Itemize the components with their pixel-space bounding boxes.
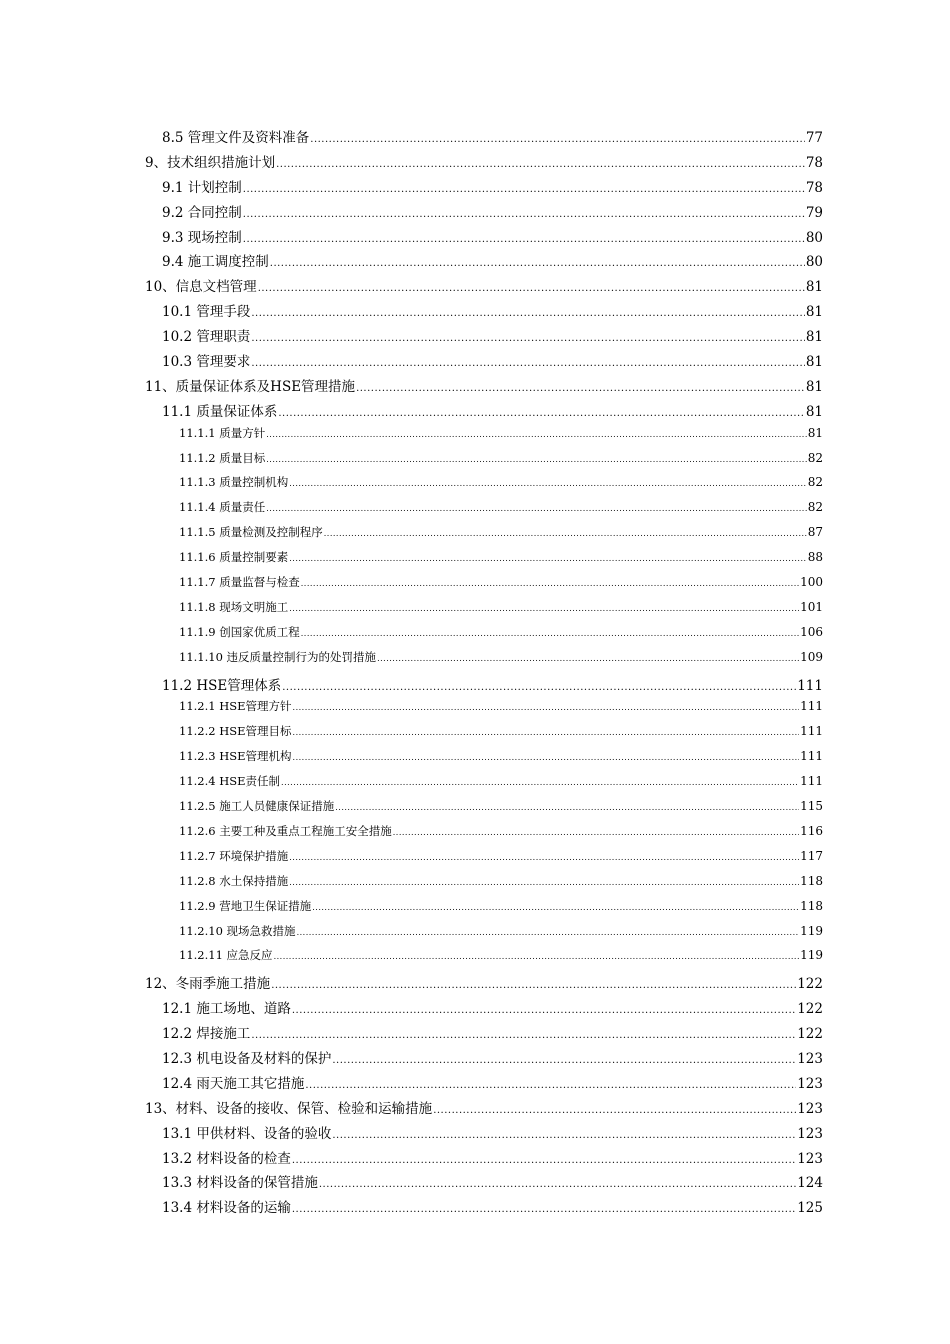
toc-entry-title: 11.2.7 环境保护措施 <box>179 848 289 863</box>
toc-entry[interactable] <box>0 1022 950 1047</box>
toc-entry-title: 8.5 管理文件及资料准备 <box>162 130 310 146</box>
toc-dot-leader <box>305 1080 796 1091</box>
toc-entry-page-number: 88 <box>807 550 823 565</box>
toc-entry-page-number: 81 <box>805 378 823 395</box>
toc-dot-leader <box>293 753 800 762</box>
toc-entry-page-number: 117 <box>800 848 823 863</box>
toc-entry-page-number: 79 <box>805 204 823 221</box>
toc-entry[interactable] <box>0 1122 950 1147</box>
toc-entry-page-number: 78 <box>805 179 823 196</box>
toc-entry-page-number: 124 <box>797 1175 823 1192</box>
toc-entry-title: 9.1 计划控制 <box>162 179 242 196</box>
toc-entry-page-number: 78 <box>805 154 823 171</box>
toc-entry-title: 11.1.3 质量控制机构 <box>179 475 289 490</box>
toc-entry[interactable] <box>0 1196 950 1221</box>
toc-entry[interactable] <box>0 499 950 524</box>
toc-entry-page-number: 123 <box>797 1050 823 1067</box>
toc-dot-leader <box>251 358 804 369</box>
toc-entry-page-number: 118 <box>800 898 823 913</box>
toc-entry-title: 10.3 管理要求 <box>162 354 251 371</box>
toc-dot-leader <box>292 1005 796 1016</box>
toc-entry-page-number: 82 <box>807 475 823 490</box>
toc-entry[interactable] <box>0 1072 950 1097</box>
toc-entry[interactable] <box>0 898 950 923</box>
toc-entry[interactable] <box>0 151 950 176</box>
toc-dot-leader <box>258 283 805 294</box>
toc-entry[interactable] <box>0 325 950 350</box>
toc-entry-page-number: 123 <box>797 1075 823 1092</box>
toc-entry-page-number: 123 <box>797 1125 823 1142</box>
toc-entry-page-number: 81 <box>805 403 823 420</box>
toc-entry[interactable] <box>0 997 950 1022</box>
toc-entry-page-number: 118 <box>800 873 823 888</box>
toc-entry[interactable] <box>0 1097 950 1122</box>
toc-entry-page-number: 111 <box>800 774 823 789</box>
toc-entry-title: 11.2.8 水土保持措施 <box>179 873 289 888</box>
toc-dot-leader <box>297 928 800 937</box>
toc-dot-leader <box>319 1179 796 1190</box>
toc-entry[interactable] <box>0 176 950 201</box>
toc-dot-leader <box>289 878 799 887</box>
toc-entry-title: 11.2 HSE管理体系 <box>162 677 282 694</box>
toc-entry-page-number: 122 <box>797 1001 823 1018</box>
toc-entry-title: 10.1 管理手段 <box>162 304 251 321</box>
toc-entry-title: 12.3 机电设备及材料的保护 <box>162 1050 332 1067</box>
toc-entry-page-number: 101 <box>800 599 823 614</box>
toc-entry-title: 9、技术组织措施计划 <box>145 154 276 171</box>
toc-entry-title: 11、质量保证体系及HSE管理措施 <box>145 378 356 395</box>
toc-entry-page-number: 82 <box>807 500 823 515</box>
toc-entry-title: 11.2.3 HSE管理机构 <box>179 749 292 764</box>
toc-entry[interactable] <box>0 1047 950 1072</box>
toc-dot-leader <box>335 803 799 812</box>
toc-entry[interactable] <box>0 201 950 226</box>
toc-entry-page-number: 123 <box>797 1150 823 1167</box>
toc-entry[interactable] <box>0 549 950 574</box>
toc-entry-page-number: 106 <box>800 624 823 639</box>
toc-entry-title: 11.2.2 HSE管理目标 <box>179 724 292 739</box>
toc-dot-leader <box>292 1155 796 1166</box>
toc-dot-leader <box>289 853 799 862</box>
toc-entry[interactable] <box>0 748 950 773</box>
toc-entry-title: 11.1 质量保证体系 <box>162 403 278 420</box>
toc-entry[interactable] <box>0 798 950 823</box>
toc-entry-page-number: 80 <box>805 254 823 271</box>
toc-dot-leader <box>393 828 799 837</box>
toc-entry-title: 11.1.10 违反质量控制行为的处罚措施 <box>179 649 377 664</box>
toc-entry-title: 11.2.5 施工人员健康保证措施 <box>179 799 335 814</box>
toc-entry[interactable] <box>0 873 950 898</box>
toc-entry-page-number: 109 <box>800 649 823 664</box>
toc-entry-page-number: 111 <box>800 724 823 739</box>
toc-entry-title: 13、材料、设备的接收、保管、检验和运输措施 <box>145 1100 433 1117</box>
toc-dot-leader <box>433 1105 796 1116</box>
toc-entry[interactable] <box>0 400 950 425</box>
toc-entry-title: 11.1.2 质量目标 <box>179 450 266 465</box>
toc-dot-leader <box>310 134 805 145</box>
toc-entry-page-number: 111 <box>800 749 823 764</box>
toc-entry[interactable] <box>0 126 950 151</box>
toc-dot-leader <box>271 980 796 991</box>
toc-dot-leader <box>324 529 807 538</box>
toc-entry[interactable] <box>0 848 950 873</box>
toc-dot-leader <box>251 333 804 344</box>
toc-entry-title: 12.2 焊接施工 <box>162 1026 251 1043</box>
toc-entry-title: 11.2.11 应急反应 <box>179 948 273 963</box>
toc-dot-leader <box>266 504 806 513</box>
toc-entry[interactable] <box>0 624 950 649</box>
toc-entry-title: 11.1.7 质量监督与检查 <box>179 575 300 590</box>
toc-entry[interactable] <box>0 574 950 599</box>
toc-entry[interactable] <box>0 599 950 624</box>
toc-entry-title: 12.1 施工场地、道路 <box>162 1001 291 1018</box>
toc-entry-page-number: 119 <box>800 948 823 963</box>
toc-entry-title: 11.1.5 质量检测及控制程序 <box>179 525 323 540</box>
toc-dot-leader <box>377 654 799 663</box>
toc-entry-page-number: 125 <box>797 1200 823 1217</box>
toc-dot-leader <box>301 579 799 588</box>
toc-entry-page-number: 119 <box>800 923 823 938</box>
toc-entry-page-number: 100 <box>800 575 823 590</box>
toc-entry-title: 9.2 合同控制 <box>162 204 242 221</box>
toc-entry[interactable] <box>0 947 950 972</box>
toc-entry[interactable] <box>0 226 950 251</box>
toc-entry-page-number: 123 <box>797 1100 823 1117</box>
toc-entry[interactable] <box>0 674 950 699</box>
toc-entry[interactable] <box>0 250 950 275</box>
toc-entry-title: 12.4 雨天施工其它措施 <box>162 1075 305 1092</box>
toc-entry[interactable] <box>0 300 950 325</box>
toc-entry-page-number: 122 <box>797 976 823 993</box>
toc-entry[interactable] <box>0 1147 950 1172</box>
toc-entry[interactable] <box>0 450 950 475</box>
toc-dot-leader <box>292 1204 796 1215</box>
toc-entry-page-number: 81 <box>805 279 823 296</box>
toc-entry[interactable] <box>0 723 950 748</box>
toc-entry-title: 11.2.1 HSE管理方针 <box>179 699 292 714</box>
toc-entry-title: 13.2 材料设备的检查 <box>162 1150 291 1167</box>
toc-entry-title: 9.4 施工调度控制 <box>162 254 269 271</box>
toc-entry-page-number: 81 <box>805 354 823 371</box>
toc-dot-leader <box>270 258 805 269</box>
toc-entry-title: 11.1.8 现场文明施工 <box>179 599 289 614</box>
toc-entry-title: 10、信息文档管理 <box>145 279 257 296</box>
toc-dot-leader <box>266 455 806 464</box>
toc-dot-leader <box>251 1030 796 1041</box>
toc-entry-page-number: 80 <box>805 229 823 246</box>
toc-entry-page-number: 81 <box>807 425 823 440</box>
toc-dot-leader <box>243 184 805 195</box>
toc-dot-leader <box>274 952 800 961</box>
toc-entry-page-number: 111 <box>797 677 823 694</box>
toc-entry-page-number: 87 <box>807 525 823 540</box>
toc-entry[interactable] <box>0 649 950 674</box>
toc-entry-page-number: 82 <box>807 450 823 465</box>
toc-entry-title: 11.1.4 质量责任 <box>179 500 266 515</box>
toc-dot-leader <box>293 728 800 737</box>
toc-entry[interactable] <box>0 350 950 375</box>
toc-entry-page-number: 122 <box>797 1026 823 1043</box>
toc-entry-title: 13.1 甲供材料、设备的验收 <box>162 1125 332 1142</box>
toc-entry-title: 13.4 材料设备的运输 <box>162 1200 291 1217</box>
toc-entry-page-number: 77 <box>805 130 823 146</box>
toc-dot-leader <box>289 479 806 488</box>
toc-dot-leader <box>312 903 799 912</box>
toc-entry-title: 10.2 管理职责 <box>162 329 251 346</box>
toc-entry[interactable] <box>0 1171 950 1196</box>
toc-entry-title: 11.2.4 HSE责任制 <box>179 774 281 789</box>
toc-entry-title: 11.1.1 质量方针 <box>179 425 266 440</box>
toc-dot-leader <box>278 408 804 419</box>
toc-dot-leader <box>301 629 799 638</box>
toc-dot-leader <box>243 234 805 245</box>
toc-entry-title: 11.2.9 营地卫生保证措施 <box>179 898 312 913</box>
table-of-contents <box>0 126 950 1221</box>
toc-entry[interactable] <box>0 524 950 549</box>
toc-entry-page-number: 116 <box>800 823 823 838</box>
toc-entry-page-number: 81 <box>805 329 823 346</box>
toc-entry-page-number: 115 <box>800 799 823 814</box>
toc-entry-title: 11.1.9 创国家优质工程 <box>179 624 300 639</box>
toc-entry[interactable] <box>0 972 950 997</box>
toc-dot-leader <box>251 308 804 319</box>
toc-dot-leader <box>289 604 799 613</box>
toc-entry-title: 11.1.6 质量控制要素 <box>179 550 289 565</box>
toc-dot-leader <box>243 209 805 220</box>
toc-dot-leader <box>266 430 806 439</box>
toc-dot-leader <box>293 703 800 712</box>
toc-dot-leader <box>332 1130 796 1141</box>
toc-entry[interactable] <box>0 698 950 723</box>
toc-entry-title: 11.2.6 主要工种及重点工程施工安全措施 <box>179 823 392 838</box>
toc-entry[interactable] <box>0 773 950 798</box>
toc-entry[interactable] <box>0 375 950 400</box>
toc-dot-leader <box>332 1055 796 1066</box>
toc-entry[interactable] <box>0 275 950 300</box>
toc-entry-title: 13.3 材料设备的保管措施 <box>162 1175 318 1192</box>
toc-entry[interactable] <box>0 923 950 948</box>
toc-entry[interactable] <box>0 474 950 499</box>
toc-entry-page-number: 81 <box>805 304 823 321</box>
toc-entry[interactable] <box>0 823 950 848</box>
toc-dot-leader <box>289 554 806 563</box>
toc-dot-leader <box>356 383 805 394</box>
toc-entry-title: 9.3 现场控制 <box>162 229 242 246</box>
toc-dot-leader <box>276 159 805 170</box>
toc-entry-title: 11.2.10 现场急救措施 <box>179 923 296 938</box>
toc-entry-title: 12、冬雨季施工措施 <box>145 976 271 993</box>
toc-entry-page-number: 111 <box>800 699 823 714</box>
toc-dot-leader <box>281 778 799 787</box>
toc-dot-leader <box>282 682 796 693</box>
toc-entry[interactable] <box>0 425 950 450</box>
